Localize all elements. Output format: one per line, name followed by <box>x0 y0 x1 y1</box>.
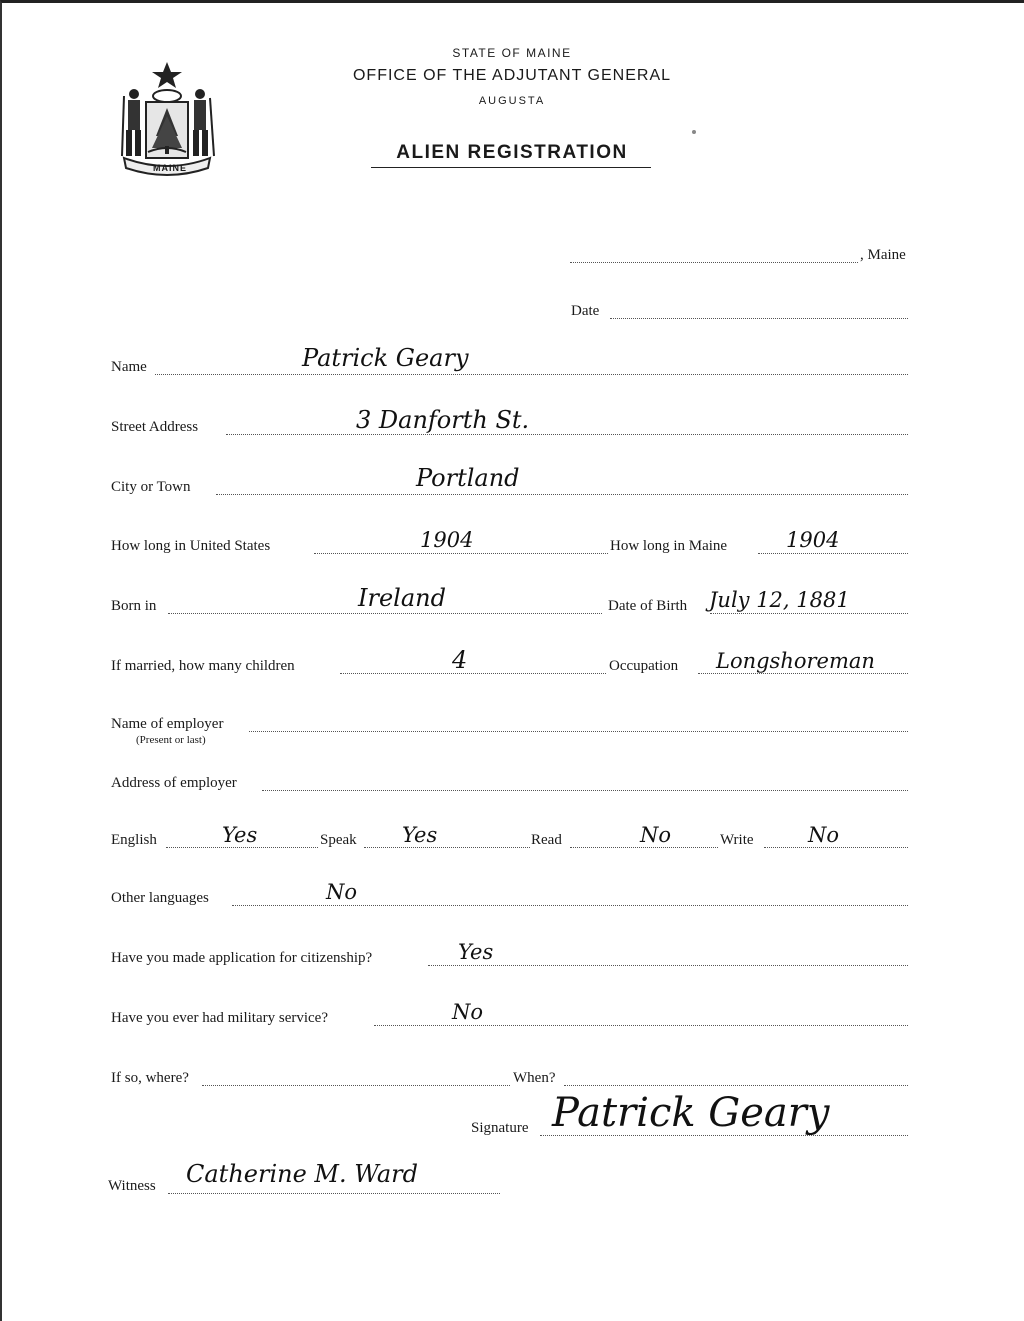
write-label: Write <box>720 832 754 848</box>
read-label: Read <box>531 832 562 848</box>
employer-name-sublabel: (Present or last) <box>136 734 206 746</box>
occupation-value: Longshoreman <box>716 649 875 673</box>
when-label: When? <box>513 1070 556 1086</box>
citizenship-label: Have you made application for citizenship? <box>111 950 373 966</box>
street-address-label: Street Address <box>111 419 199 435</box>
name-value: Patrick Geary <box>302 344 469 372</box>
form-title: ALIEN REGISTRATION <box>396 142 628 163</box>
years-in-us-label: How long in United States <box>111 538 271 554</box>
occupation-dotted-line <box>698 673 908 674</box>
title-underline <box>371 167 651 168</box>
signature-label: Signature <box>471 1120 529 1136</box>
occupation-label: Occupation <box>609 658 679 674</box>
born-in-value: Ireland <box>358 584 446 612</box>
date-dotted-line <box>610 318 908 319</box>
citizenship-value: Yes <box>458 940 494 964</box>
signature-value: Patrick Geary <box>552 1090 830 1136</box>
name-label: Name <box>111 359 147 375</box>
date-of-birth-dotted-line <box>710 613 908 614</box>
speak-value: Yes <box>402 823 438 847</box>
speak-dotted-line <box>364 847 530 848</box>
children-label: If married, how many children <box>111 658 295 674</box>
military-service-value: No <box>452 1000 484 1024</box>
where-dotted-line <box>202 1085 510 1086</box>
employer-address-dotted-line <box>262 790 908 791</box>
paper-speck <box>692 130 696 134</box>
witness-dotted-line <box>168 1193 500 1194</box>
english-label: English <box>111 832 157 848</box>
where-label: If so, where? <box>111 1070 189 1086</box>
years-in-maine-label: How long in Maine <box>610 538 728 554</box>
english-dotted-line <box>166 847 318 848</box>
name-dotted-line <box>155 374 908 375</box>
state-heading: STATE OF MAINE <box>452 46 572 60</box>
military-service-dotted-line <box>374 1025 908 1026</box>
read-dotted-line <box>570 847 718 848</box>
write-value: No <box>808 823 840 847</box>
city-heading: AUGUSTA <box>478 95 546 107</box>
date-of-birth-value: July 12, 1881 <box>709 588 850 612</box>
street-address-dotted-line <box>226 434 908 435</box>
street-address-value: 3 Danforth St. <box>356 406 530 434</box>
witness-label: Witness <box>108 1178 156 1194</box>
other-languages-value: No <box>326 880 358 904</box>
other-languages-dotted-line <box>232 905 908 906</box>
when-dotted-line <box>564 1085 908 1086</box>
born-in-label: Born in <box>111 598 157 614</box>
children-dotted-line <box>340 673 606 674</box>
maine-suffix-label: , Maine <box>860 247 906 263</box>
city-dotted-line <box>216 494 908 495</box>
employer-address-label: Address of employer <box>111 775 237 791</box>
years-in-maine-dotted-line <box>758 553 908 554</box>
read-value: No <box>640 823 672 847</box>
date-of-birth-label: Date of Birth <box>608 598 688 614</box>
write-dotted-line <box>764 847 908 848</box>
years-in-us-dotted-line <box>314 553 608 554</box>
speak-label: Speak <box>320 832 357 848</box>
english-value: Yes <box>222 823 258 847</box>
date-label: Date <box>571 303 600 319</box>
born-in-dotted-line <box>168 613 602 614</box>
children-value: 4 <box>452 646 468 674</box>
city-label: City or Town <box>111 479 191 495</box>
citizenship-dotted-line <box>428 965 908 966</box>
other-languages-label: Other languages <box>111 890 209 906</box>
city-value: Portland <box>416 464 520 492</box>
military-service-label: Have you ever had military service? <box>111 1010 328 1026</box>
years-in-maine-value: 1904 <box>786 528 840 552</box>
witness-value: Catherine M. Ward <box>186 1160 418 1188</box>
employer-name-label: Name of employer <box>111 716 224 732</box>
town-dotted-line <box>570 262 858 263</box>
years-in-us-value: 1904 <box>420 528 474 552</box>
seal-banner-text: MAINE <box>153 163 187 173</box>
office-heading: OFFICE OF THE ADJUTANT GENERAL <box>352 67 672 84</box>
employer-name-dotted-line <box>249 731 908 732</box>
